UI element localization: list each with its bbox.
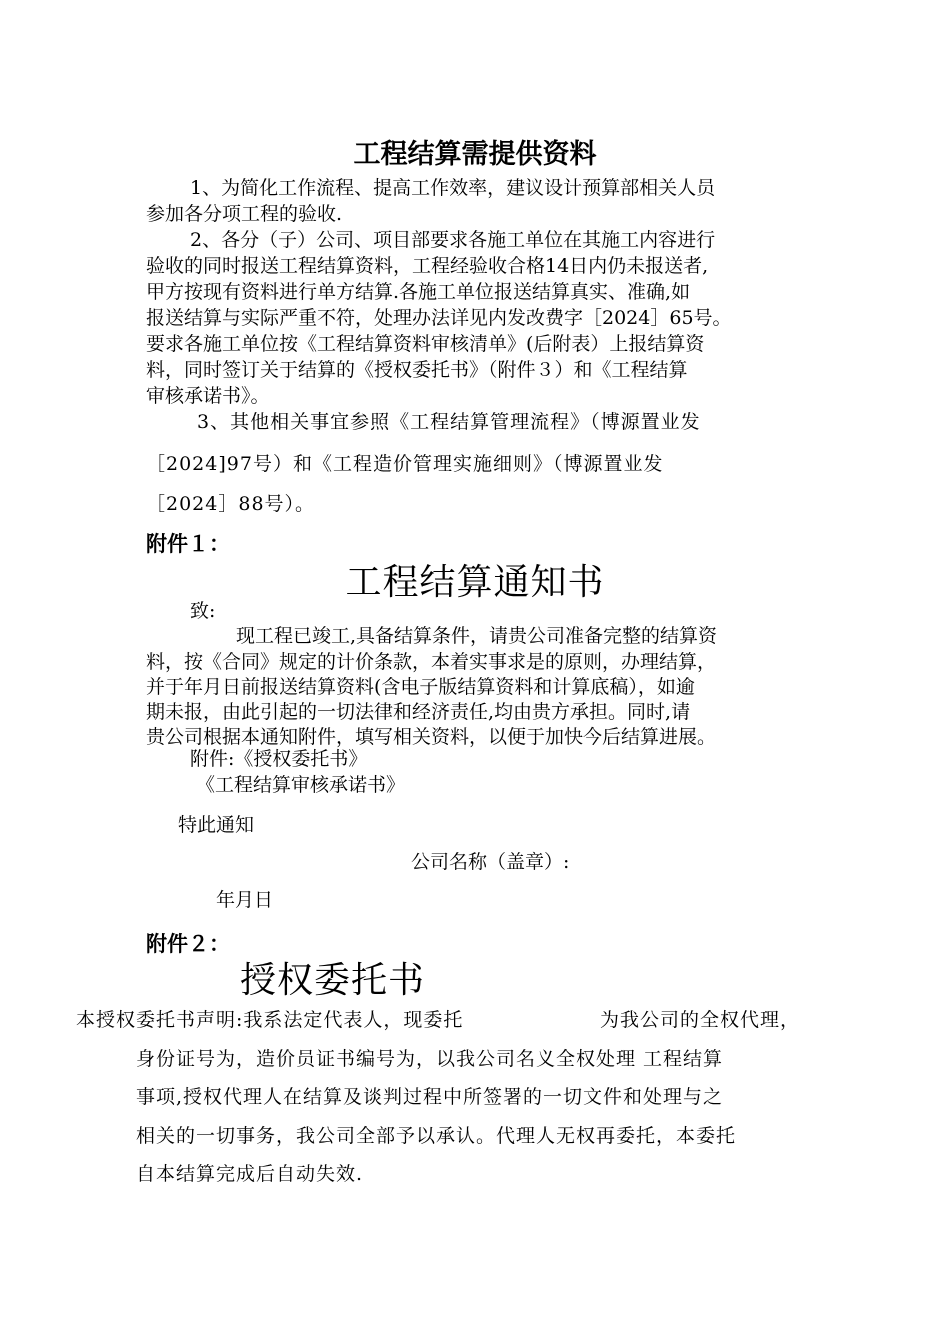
authorization-line-1b: 为我公司的全权代理， [600, 1009, 801, 1031]
attachment1-label: 附件１： [146, 532, 230, 556]
sec2-line-4: 报送结算与实际严重不符，处理办法详见内发改费字［2024］65号。 [146, 307, 732, 329]
notice-date: 年月日 [216, 889, 274, 911]
sec3-line-1: 3、其他相关事宜参照《工程结算管理流程》（博源置业发 [197, 411, 701, 433]
authorization-line-4: 相关的一切事务，我公司全部予以承认。代理人无权再委托，本委托 [136, 1125, 737, 1147]
notice-title: 工程结算通知书 [345, 562, 605, 603]
authorization-line-1a: 本授权委托书声明:我系法定代表人，现委托 [76, 1009, 464, 1031]
document-title: 工程结算需提供资料 [353, 139, 597, 170]
sec2-line-7: 审核承诺书》。 [146, 385, 270, 407]
sec2-line-5: 要求各施工单位按《工程结算资料审核清单》(后附表）上报结算资 [146, 333, 705, 355]
notice-attachment-line-1: 附件:《授权委托书》 [190, 748, 368, 770]
notice-body-line-2: 料，按《合同》规定的计价条款，本着实事求是的原则，办理结算， [146, 651, 717, 673]
sec3-line-3: ［2024］88号）。 [146, 493, 316, 515]
authorization-line-5: 自本结算完成后自动失效. [136, 1163, 364, 1185]
company-seal-label: 公司名称（盖章）: [411, 851, 570, 873]
sec3-line-2: ［2024]97号）和《工程造价管理实施细则》（博源置业发 [146, 453, 664, 475]
notice-body-line-4: 期未报，由此引起的一切法律和经济责任,均由贵方承担。同时,请 [146, 701, 691, 723]
notice-to: 致: [190, 600, 216, 622]
notice-body-line-5: 贵公司根据本通知附件，填写相关资料，以便于加快今后结算进展。 [146, 726, 717, 748]
notice-body-line-3: 并于年月日前报送结算资料(含电子版结算资料和计算底稿），如逾 [146, 676, 695, 698]
attachment2-label: 附件２： [146, 932, 230, 956]
notice-closing: 特此通知 [178, 814, 255, 836]
sec2-line-3: 甲方按现有资料进行单方结算.各施工单位报送结算真实、准确,如 [146, 281, 691, 303]
sec2-line-6: 料，同时签订关于结算的《授权委托书》（附件３）和《工程结算 [146, 359, 688, 381]
authorization-title: 授权委托书 [240, 960, 426, 1001]
authorization-line-3: 事项,授权代理人在结算及谈判过程中所签署的一切文件和处理与之 [136, 1086, 724, 1108]
notice-attachment-line-2: 《工程结算审核承诺书》 [196, 774, 406, 796]
sec1-line-2: 参加各分项工程的验收. [146, 203, 343, 225]
authorization-line-2: 身份证号为，造价员证书编号为，以我公司名义全权处理 工程结算 [136, 1048, 724, 1070]
notice-body-line-1: 现工程已竣工,具备结算条件，请贵公司准备完整的结算资 [236, 625, 718, 647]
sec2-line-2: 验收的同时报送工程结算资料，工程经验收合格14日内仍未报送者, [146, 255, 709, 277]
sec1-line-1: 1、为简化工作流程、提高工作效率，建议设计预算部相关人员 [190, 177, 716, 199]
sec2-line-1: 2、各分（子）公司、项目部要求各施工单位在其施工内容进行 [190, 229, 716, 251]
